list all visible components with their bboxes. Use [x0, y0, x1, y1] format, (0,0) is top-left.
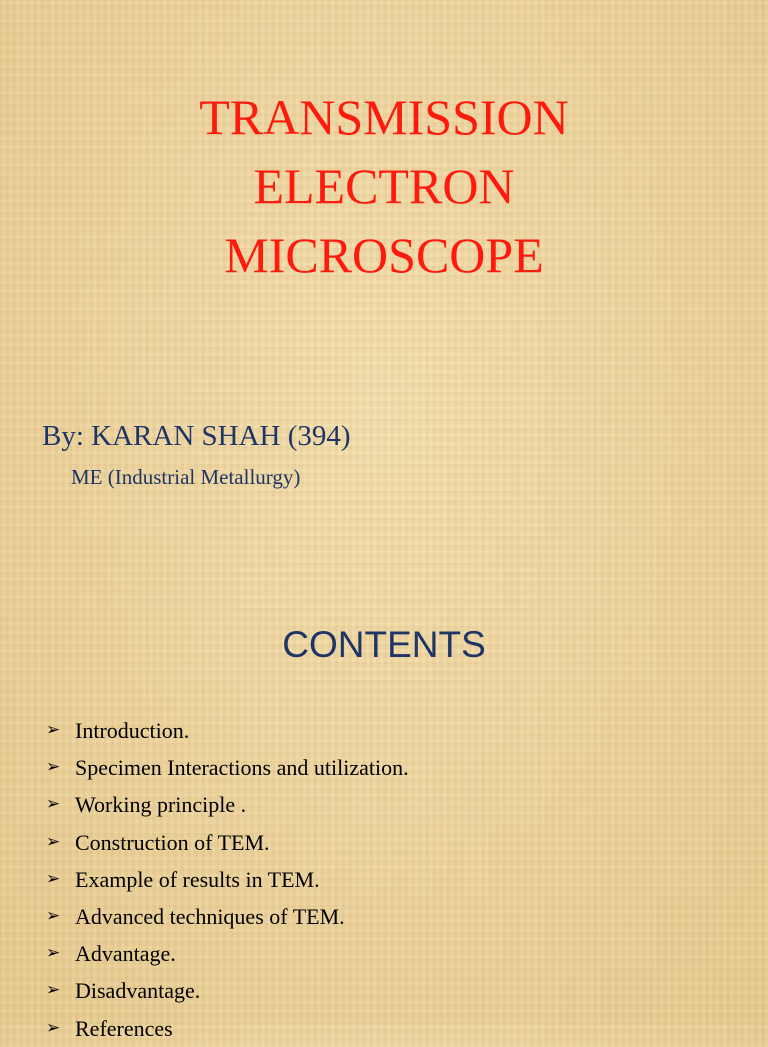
- author-line: By: KARAN SHAH (394): [42, 420, 351, 452]
- contents-item: [46, 972, 409, 1009]
- contents-item: [46, 935, 409, 972]
- contents-item: [46, 824, 409, 861]
- contents-item-label: References: [75, 1015, 173, 1041]
- contents-item-label: Construction of TEM.: [75, 829, 270, 855]
- contents-item-label: Working principle .: [75, 792, 247, 818]
- contents-item-label: Specimen Interactions and utilization.: [75, 755, 409, 781]
- arrow-bullet-icon: ➢: [46, 905, 61, 926]
- arrow-bullet-icon: ➢: [46, 831, 61, 852]
- arrow-bullet-icon: ➢: [46, 720, 61, 740]
- title-line: ELECTRON: [253, 158, 515, 214]
- arrow-bullet-icon: ➢: [46, 943, 61, 964]
- contents-list: [46, 712, 409, 1047]
- contents-item: [46, 712, 409, 749]
- contents-slide: [0, 580, 768, 1041]
- arrow-bullet-icon: ➢: [46, 980, 61, 1001]
- contents-item-label: Advanced techniques of TEM.: [75, 903, 345, 929]
- arrow-bullet-icon: ➢: [46, 868, 61, 889]
- slide-title: [0, 83, 768, 290]
- contents-item: [46, 861, 409, 898]
- contents-item: [46, 749, 409, 786]
- contents-item-label: Example of results in TEM.: [75, 866, 320, 892]
- contents-heading: CONTENTS: [282, 624, 486, 665]
- contents-item: [46, 786, 409, 823]
- contents-item-label: Introduction.: [75, 718, 190, 743]
- arrow-bullet-icon: ➢: [46, 757, 61, 778]
- contents-item: [46, 1010, 409, 1047]
- arrow-bullet-icon: ➢: [46, 1017, 61, 1038]
- contents-item-label: Disadvantage.: [75, 978, 201, 1004]
- contents-item-label: Advantage.: [75, 941, 176, 967]
- contents-item: [46, 898, 409, 935]
- title-line: TRANSMISSION: [199, 89, 569, 145]
- department-line: ME (Industrial Metallurgy): [71, 465, 301, 489]
- arrow-bullet-icon: ➢: [46, 794, 61, 815]
- title-line: MICROSCOPE: [224, 227, 544, 283]
